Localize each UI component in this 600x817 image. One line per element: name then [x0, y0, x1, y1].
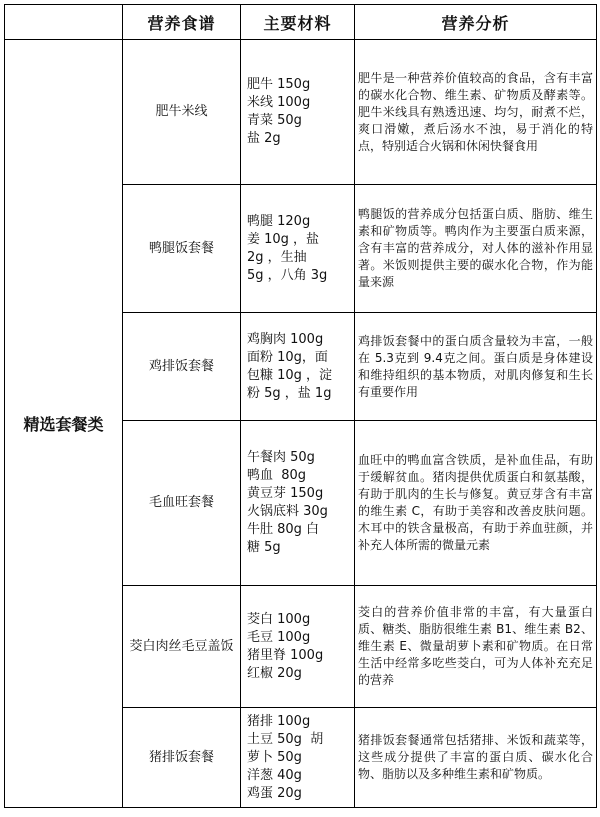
- category-cell: 精选套餐类: [5, 40, 123, 808]
- analysis-text: 茭白的营养价值非常的丰富，有大量蛋白质、糖类、脂肪很维生素 B1、维生素 B2、维生素 E、微量胡萝卜素和矿物质。在日常生活中经常多吃些茭白，可为人体补充充足的营养: [355, 586, 597, 708]
- recipe-name: 猪排饭套餐: [123, 708, 241, 808]
- ingredients-cell: [241, 708, 355, 808]
- recipe-name: 肥牛米线: [123, 40, 241, 185]
- ingredient-line: 毛豆 100g: [247, 629, 311, 645]
- header-row: [5, 5, 597, 40]
- ingredient-line: 2g ，生抽: [247, 249, 307, 265]
- ingredient-line: 红椒 20g: [247, 665, 302, 681]
- analysis-text: 猪排饭套餐通常包括猪排、米饭和蔬菜等，这些成分提供了丰富的蛋白质、碳水化合物、脂肪以及多种维生素和矿物质。: [355, 708, 597, 808]
- ingredient-line: 午餐肉 50g: [247, 450, 315, 465]
- ingredient-line: 面粉 10g，面: [247, 349, 328, 365]
- ingredient-line: 包糠 10g ，淀: [247, 367, 333, 383]
- nutrition-table: [4, 4, 597, 808]
- ingredient-line: 土豆 50g 胡: [247, 731, 324, 747]
- recipe-name: 毛血旺套餐: [123, 421, 241, 586]
- ingredient-line: 肥牛 150g: [247, 77, 311, 92]
- ingredient-line: 黄豆芽 150g: [247, 486, 324, 501]
- ingredients-cell: [241, 40, 355, 185]
- analysis-text: 鸭腿饭的营养成分包括蛋白质、脂肪、维生素和矿物质等。鸭肉作为主要蛋白质来源，含有丰富的营养成分，对人体的滋补作用显著。米饭则提供主要的碳水化合物，作为能量来源: [355, 185, 597, 313]
- ingredient-line: 火锅底料 30g: [247, 504, 328, 519]
- ingredients-cell: [241, 185, 355, 313]
- recipe-name: 鸡排饭套餐: [123, 313, 241, 421]
- nutrition-table-container: [4, 4, 596, 808]
- analysis-text: 肥牛是一种营养价值较高的食品，含有丰富的碳水化合物、维生素、矿物质及酵素等。 肥牛米线具有熟透迅速、均匀，耐煮不烂，爽口滑嫩，煮后汤水不浊，易于消化的特点，特别适合火锅和休闲快餐食用: [355, 40, 597, 185]
- ingredients-cell: [241, 586, 355, 708]
- ingredients-cell: [241, 313, 355, 421]
- ingredient-line: 牛肚 80g 白: [247, 522, 320, 537]
- ingredients-cell: [241, 421, 355, 586]
- ingredient-line: 鸡蛋 20g: [247, 785, 302, 801]
- ingredient-line: 青菜 50g: [247, 113, 302, 128]
- header-category: [5, 5, 123, 40]
- ingredient-line: 猪排 100g: [247, 713, 311, 729]
- ingredient-line: 猪里脊 100g: [247, 647, 324, 663]
- ingredient-line: 茭白 100g: [247, 611, 311, 627]
- ingredient-line: 盐 2g: [247, 131, 281, 146]
- ingredient-line: 鸭血 80g: [247, 468, 307, 483]
- header-ingredients: 主要材料: [241, 5, 355, 40]
- header-analysis: 营养分析: [355, 5, 597, 40]
- table-row: [5, 40, 597, 185]
- ingredient-line: 米线 100g: [247, 95, 311, 110]
- ingredient-line: 姜 10g ，盐: [247, 231, 320, 247]
- recipe-name: 茭白肉丝毛豆盖饭: [123, 586, 241, 708]
- analysis-text: 鸡排饭套餐中的蛋白质含量较为丰富，一般在 5.3克到 9.4克之间。蛋白质是身体建设和维持组织的基本物质，对肌肉修复和生长有重要作用: [355, 313, 597, 421]
- ingredient-line: 5g ，八角 3g: [247, 267, 328, 283]
- ingredient-line: 糖 5g: [247, 540, 281, 555]
- header-recipe: 营养食谱: [123, 5, 241, 40]
- ingredient-line: 粉 5g ，盐 1g: [247, 385, 332, 401]
- ingredient-line: 鸭腿 120g: [247, 213, 311, 229]
- ingredient-line: 洋葱 40g: [247, 767, 302, 783]
- recipe-name: 鸭腿饭套餐: [123, 185, 241, 313]
- ingredient-line: 萝卜 50g: [247, 749, 302, 765]
- ingredient-line: 鸡胸肉 100g: [247, 331, 324, 347]
- analysis-text: 血旺中的鸭血富含铁质，是补血佳品，有助于缓解贫血。猪肉提供优质蛋白和氨基酸，有助于肌肉的生长与修复。黄豆芽含有丰富的维生素 C，有助于美容和改善皮肤问题。木耳中的铁含量极高，有助于养血驻颜，并补充人体所需的微量元素: [355, 421, 597, 586]
